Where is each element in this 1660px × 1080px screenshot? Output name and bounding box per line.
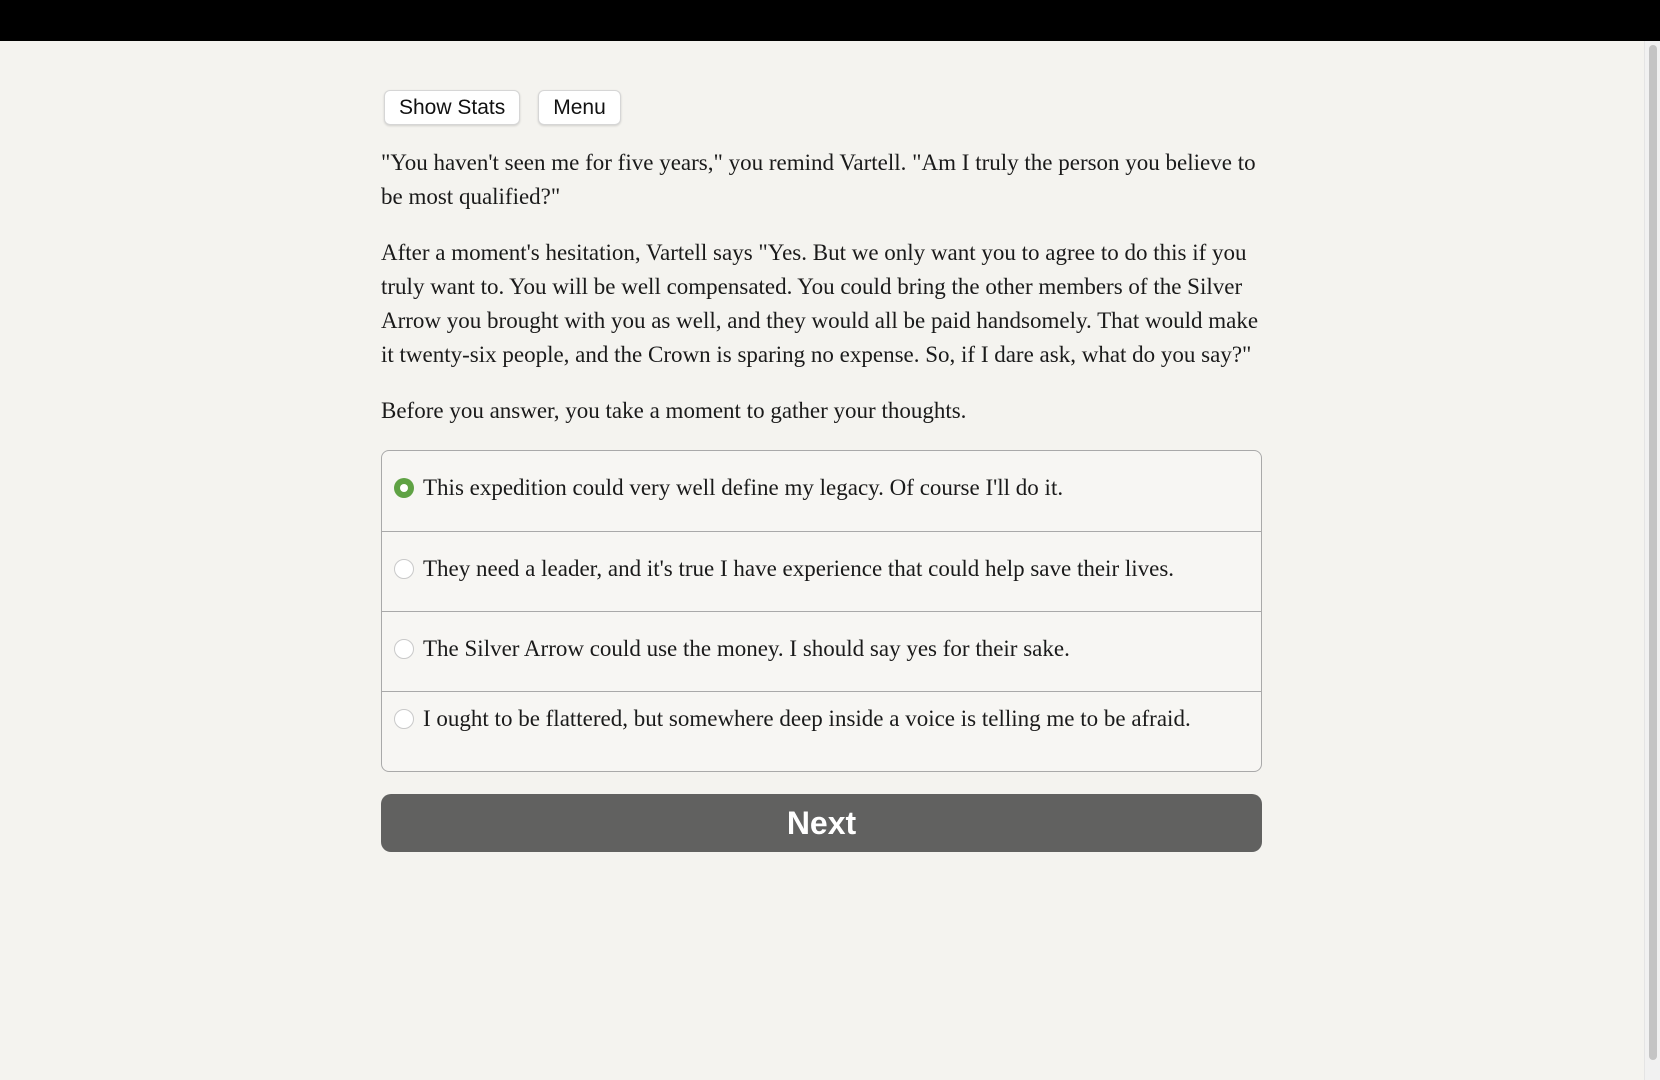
window-top-bar — [0, 0, 1660, 41]
story-text — [381, 146, 1262, 428]
radio-unselected-icon[interactable] — [394, 709, 414, 729]
choice-label: I ought to be flattered, but somewhere deep inside a voice is telling me to be afraid. — [423, 706, 1191, 731]
choice-label: The Silver Arrow could use the money. I should say yes for their sake. — [423, 636, 1070, 661]
choice-label: This expedition could very well define my legacy. Of course I'll do it. — [423, 475, 1064, 500]
choice-option[interactable] — [382, 531, 1261, 611]
choice-option[interactable] — [382, 691, 1261, 771]
menu-button[interactable]: Menu — [538, 90, 621, 125]
story-paragraph: Before you answer, you take a moment to gather your thoughts. — [381, 398, 967, 423]
choice-option[interactable] — [382, 611, 1261, 691]
radio-unselected-icon[interactable] — [394, 639, 414, 659]
main-content — [381, 90, 1262, 852]
scrollbar-thumb[interactable] — [1649, 45, 1657, 1060]
radio-unselected-icon[interactable] — [394, 559, 414, 579]
vertical-scrollbar[interactable] — [1644, 41, 1660, 1080]
choice-option[interactable] — [382, 451, 1261, 531]
choice-list — [381, 450, 1262, 772]
story-paragraph: "You haven't seen me for five years," you remind Vartell. "Am I truly the person you believe to be most qualified?" — [381, 150, 1256, 209]
show-stats-button[interactable]: Show Stats — [384, 90, 520, 125]
choice-label: They need a leader, and it's true I have experience that could help save their lives. — [423, 556, 1175, 581]
radio-selected-icon[interactable] — [394, 478, 414, 498]
next-button[interactable]: Next — [381, 794, 1262, 852]
story-paragraph: After a moment's hesitation, Vartell says "Yes. But we only want you to agree to do this if you truly want to. You will be well compensated. You could bring the other members of the Silver Arrow you brought with you as well, and they would all be paid handsomely. That would make it twenty-six people, and the Crown is sparing no expense. So, if I dare ask, what do you say?" — [381, 240, 1259, 367]
top-button-bar — [384, 90, 1262, 126]
